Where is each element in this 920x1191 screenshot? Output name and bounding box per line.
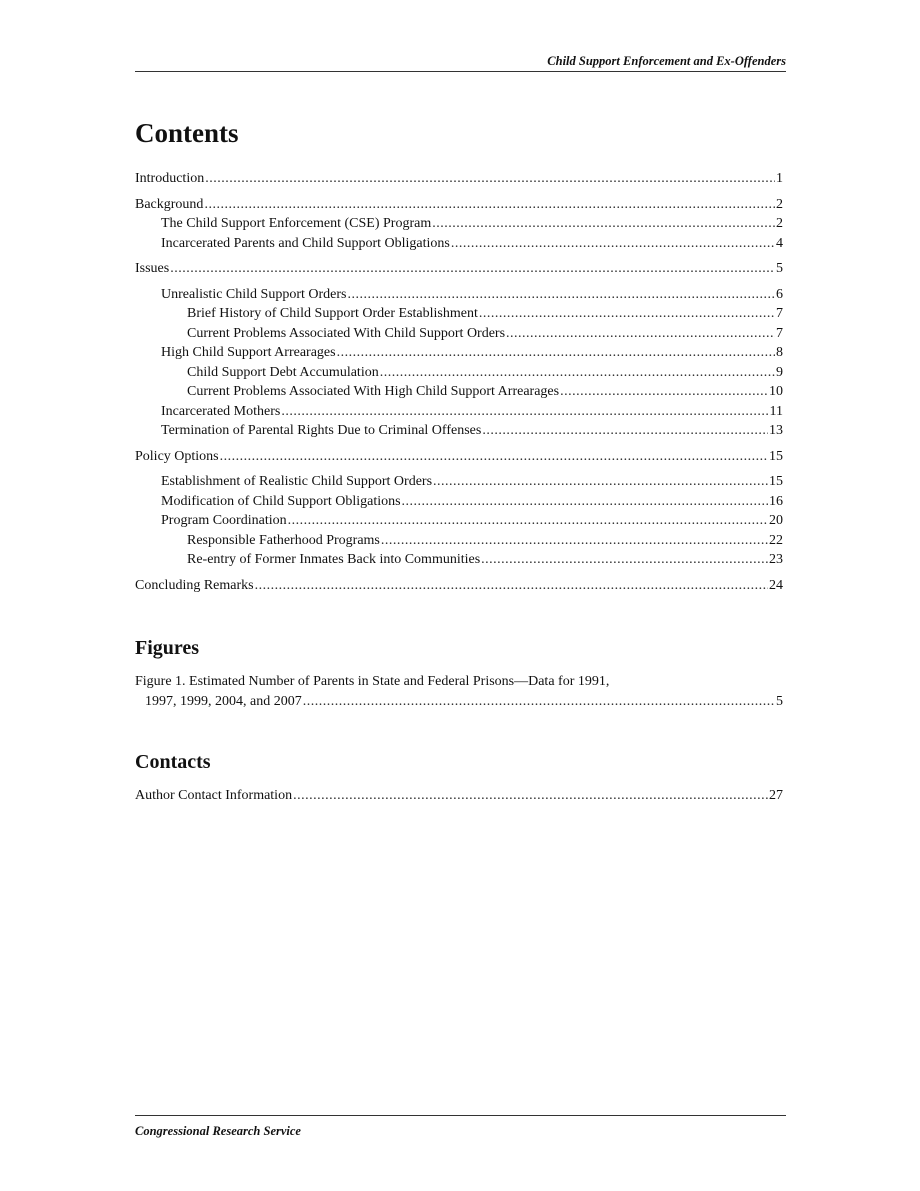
toc-entry[interactable] xyxy=(135,492,783,512)
toc-entry-page: 10 xyxy=(769,384,783,399)
toc-entry-label: Incarcerated Mothers xyxy=(161,403,281,419)
footer-text: Congressional Research Service xyxy=(135,1124,301,1138)
toc-entry[interactable] xyxy=(135,195,783,215)
toc-entry[interactable] xyxy=(135,511,783,531)
contacts-heading: Contacts xyxy=(135,751,211,773)
dot-leader xyxy=(293,786,768,806)
contact-entry-label: Author Contact Information xyxy=(135,788,293,803)
toc-entry-label: Termination of Parental Rights Due to Criminal Offenses xyxy=(161,423,482,438)
toc-entry-label: The Child Support Enforcement (CSE) Program xyxy=(161,216,432,231)
dot-leader xyxy=(281,402,768,422)
toc-entry-label: Incarcerated Parents and Child Support Obligations xyxy=(161,235,450,251)
contact-entry[interactable] xyxy=(135,786,783,806)
dot-leader xyxy=(170,259,775,279)
figures-heading: Figures xyxy=(135,637,200,659)
dot-leader xyxy=(451,234,775,254)
toc-entry-page: 8 xyxy=(776,345,783,360)
dot-leader xyxy=(337,343,775,363)
figure-entry-label-line1: Figure 1. Estimated Number of Parents in State and Federal Prisons—Data for 1991, xyxy=(135,674,610,689)
dot-leader xyxy=(506,324,775,344)
toc-entry-page: 4 xyxy=(776,235,783,251)
toc-entry[interactable] xyxy=(135,324,783,344)
toc-entry[interactable] xyxy=(135,550,783,570)
dot-leader xyxy=(255,576,768,596)
toc-entry-page: 15 xyxy=(769,448,783,464)
dot-leader xyxy=(402,492,768,512)
toc-entry[interactable] xyxy=(135,421,783,441)
toc-entry-label: Re-entry of Former Inmates Back into Communities xyxy=(187,552,481,567)
toc-entry[interactable] xyxy=(135,285,783,305)
toc-entry[interactable] xyxy=(135,402,783,422)
toc-entry-page: 22 xyxy=(769,532,783,548)
toc-entry-label: Current Problems Associated With High Child Support Arrearages xyxy=(187,384,560,399)
toc-entry-page: 15 xyxy=(769,474,783,489)
toc-entry-label: Background xyxy=(135,196,204,212)
toc-entry-label: Modification of Child Support Obligations xyxy=(161,493,401,509)
dot-leader xyxy=(347,285,775,305)
toc-entry-page: 13 xyxy=(769,423,783,438)
toc-entry-label: Concluding Remarks xyxy=(135,577,254,593)
dot-leader xyxy=(288,511,768,531)
toc-entry[interactable] xyxy=(135,169,783,189)
toc-entry[interactable] xyxy=(135,363,783,383)
toc-entry-label: Brief History of Child Support Order Establishment xyxy=(187,306,478,321)
toc-entry[interactable] xyxy=(135,472,783,492)
toc-entry-label: Introduction xyxy=(135,171,205,186)
toc-entry-page: 16 xyxy=(769,493,783,509)
toc-entry-label: High Child Support Arrearages xyxy=(161,345,336,360)
toc-entry-page: 2 xyxy=(776,196,783,212)
dot-leader xyxy=(481,550,768,570)
toc-entry-label: Unrealistic Child Support Orders xyxy=(161,286,347,302)
dot-leader xyxy=(303,692,775,712)
toc-entry-page: 1 xyxy=(776,171,783,186)
document-body xyxy=(135,118,783,806)
dot-leader xyxy=(204,195,775,215)
toc-entry[interactable] xyxy=(135,214,783,234)
toc-entry[interactable] xyxy=(135,382,783,402)
dot-leader xyxy=(205,169,775,189)
header-title: Child Support Enforcement and Ex-Offenders xyxy=(547,54,786,68)
toc-entry-label: Responsible Fatherhood Programs xyxy=(187,532,380,548)
dot-leader xyxy=(482,421,768,441)
toc-entry-page: 23 xyxy=(769,552,783,567)
figure-entry-label-line2: 1997, 1999, 2004, and 2007 xyxy=(145,693,302,709)
toc-entry[interactable] xyxy=(135,447,783,467)
toc-entry-page: 24 xyxy=(769,577,783,593)
dot-leader xyxy=(432,214,775,234)
toc-entry-page: 2 xyxy=(776,216,783,231)
toc-entry[interactable] xyxy=(135,531,783,551)
toc-entry[interactable] xyxy=(135,343,783,363)
dot-leader xyxy=(560,382,768,402)
dot-leader xyxy=(433,472,768,492)
contents-list xyxy=(135,169,783,595)
toc-entry-label: Current Problems Associated With Child Support Orders xyxy=(187,325,506,341)
toc-entry-page: 9 xyxy=(776,364,783,380)
figure-entry[interactable] xyxy=(135,672,783,711)
running-header xyxy=(135,54,786,72)
contact-entry-page: 27 xyxy=(769,788,783,803)
toc-entry[interactable] xyxy=(135,234,783,254)
toc-entry-label: Issues xyxy=(135,261,170,276)
toc-entry-page: 20 xyxy=(769,513,783,528)
toc-entry-label: Program Coordination xyxy=(161,513,287,528)
dot-leader xyxy=(479,304,775,324)
toc-entry-page: 7 xyxy=(776,325,783,341)
toc-entry[interactable] xyxy=(135,259,783,279)
dot-leader xyxy=(381,531,768,551)
contents-heading: Contents xyxy=(135,118,239,148)
running-footer xyxy=(135,1115,786,1140)
dot-leader xyxy=(220,447,768,467)
toc-entry[interactable] xyxy=(135,576,783,596)
toc-entry-page: 11 xyxy=(769,403,783,419)
figure-entry-page: 5 xyxy=(776,693,783,709)
toc-entry-label: Policy Options xyxy=(135,448,219,464)
toc-entry-page: 5 xyxy=(776,261,783,276)
toc-entry-page: 7 xyxy=(776,306,783,321)
toc-entry-label: Child Support Debt Accumulation xyxy=(187,364,379,380)
toc-entry-page: 6 xyxy=(776,286,783,302)
toc-entry-label: Establishment of Realistic Child Support Orders xyxy=(161,474,433,489)
toc-entry[interactable] xyxy=(135,304,783,324)
dot-leader xyxy=(380,363,775,383)
